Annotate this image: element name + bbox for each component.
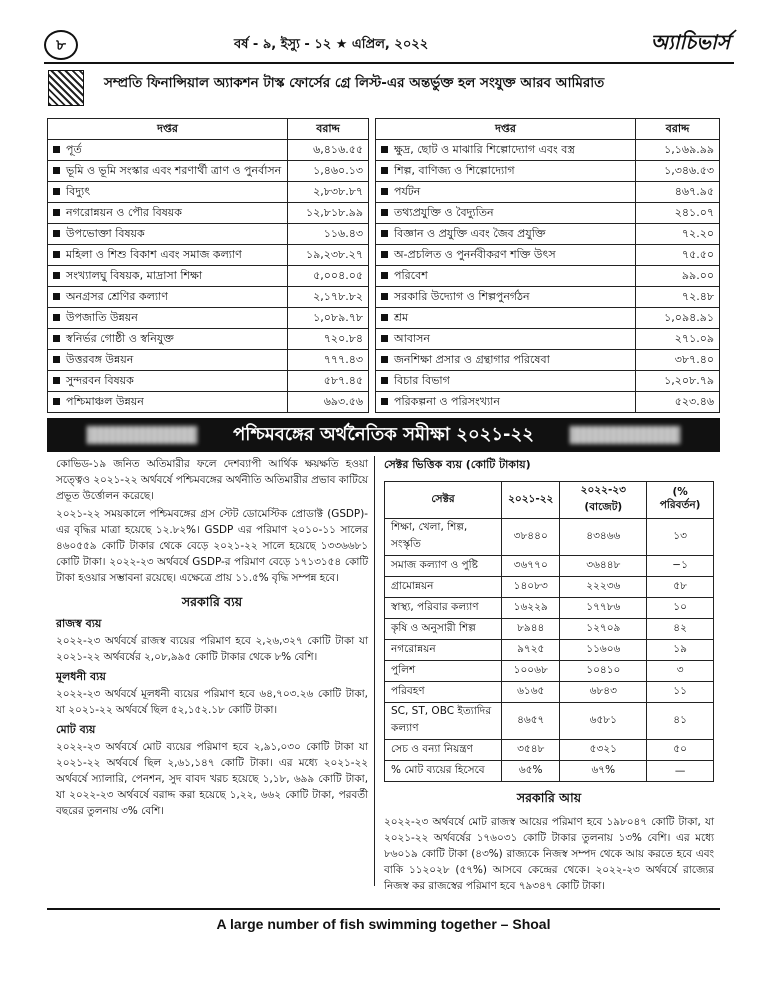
amount-cell: ৫২৩.৪৬	[636, 392, 720, 413]
col-header-2022: ২০২২-২৩ (বাজেট)	[560, 482, 647, 519]
dept-cell	[376, 182, 636, 203]
square-bullet-icon	[53, 293, 60, 300]
dept-table-left	[47, 118, 369, 413]
govt-spending-title: সরকারি ব্যয়	[181, 594, 243, 609]
table-row	[376, 287, 720, 308]
pct-change-cell: ১৯	[647, 640, 714, 661]
table-row	[376, 140, 720, 161]
dept-cell	[48, 350, 288, 371]
dept-cell	[48, 245, 288, 266]
table-row	[385, 519, 714, 556]
dept-name: শ্রম	[394, 310, 409, 324]
table-row	[385, 598, 714, 619]
square-bullet-icon	[381, 209, 388, 216]
value-2021-cell: ৩৮৪৪০	[502, 519, 560, 556]
value-2021-cell: ৩৬৭৭০	[502, 556, 560, 577]
table-row	[385, 761, 714, 782]
value-2021-cell: ৯৭২৫	[502, 640, 560, 661]
dept-cell	[48, 392, 288, 413]
footer-fact: A large number of fish swimming together – Shoal	[216, 916, 551, 932]
square-bullet-icon	[381, 335, 388, 342]
left-column	[56, 456, 368, 821]
square-bullet-icon	[53, 377, 60, 384]
table-row	[385, 556, 714, 577]
dept-name: ক্ষুদ্র, ছোট ও মাঝারি শিল্পোদ্যোগ এবং বস্ত্র	[394, 142, 575, 156]
amount-cell: ৬,৪১৬.৫৫	[288, 140, 369, 161]
value-2021-cell: ৬৫%	[502, 761, 560, 782]
sector-cell: SC, ST, OBC ইত্যাদির কল্যাণ	[385, 703, 502, 740]
table-row	[376, 350, 720, 371]
total-exp-text: ২০২২-২৩ অর্থবর্ষে মোট ব্যয়ের পরিমাণ হবে ২,৯১,০৩০ কোটি টাকা যা ২০২১-২২ অর্থবর্ষে ছিল ২,৬১,১৪৭ কোটি টাকা। এর মধ্যে ২০২১-২২ অর্থবর্ষে স্যালারি, পেনশন, সুদ বাবদ খরচ হয়েছে ১,১৮, ৬৯৯ কোটি টাকা, যা ২০২২-২৩ অর্থবর্ষে বরাদ্দ করা হয়েছে ১,২২, ৬৬২ কোটি টাকা, পরবর্তী বছরের তুলনায় ৩% বেশি।	[56, 741, 368, 817]
dept-cell	[48, 287, 288, 308]
square-bullet-icon	[381, 314, 388, 321]
square-bullet-icon	[381, 356, 388, 363]
pct-change-cell: —	[647, 761, 714, 782]
newspaper-icon	[48, 70, 84, 106]
table-row	[385, 661, 714, 682]
dept-name: বিদ্যুৎ	[66, 184, 91, 198]
sector-cell: স্বাস্থ্য, পরিবার কল্যাণ	[385, 598, 502, 619]
value-2022-cell: ৬৫৮১	[560, 703, 647, 740]
dept-name: পরিবেশ	[394, 268, 428, 282]
table-row	[376, 371, 720, 392]
sector-table	[384, 481, 714, 782]
pct-change-cell: ১১	[647, 682, 714, 703]
table-row	[385, 740, 714, 761]
square-bullet-icon	[53, 188, 60, 195]
dept-name: সরকারি উদ্যোগ ও শিল্পপুনর্গঠন	[394, 289, 530, 303]
total-exp-title: মোট ব্যয়	[56, 723, 96, 736]
square-bullet-icon	[381, 398, 388, 405]
value-2022-cell: ১২৭০৯	[560, 619, 647, 640]
pct-change-cell: ১০	[647, 598, 714, 619]
dept-cell	[376, 266, 636, 287]
table-row	[376, 329, 720, 350]
pct-change-cell: ৫৮	[647, 577, 714, 598]
dept-cell	[48, 308, 288, 329]
dept-cell	[48, 224, 288, 245]
amount-cell: ২,১৭৮.৮২	[288, 287, 369, 308]
dept-name: তথ্যপ্রযুক্তি ও বৈদ্যুতিন	[394, 205, 494, 219]
square-bullet-icon	[53, 398, 60, 405]
amount-cell: ১,০৯৪.৯১	[636, 308, 720, 329]
amount-cell: ১,৩৪৬.৫৩	[636, 161, 720, 182]
dept-name: নগরোন্নয়ন ও পৌর বিষয়ক	[66, 205, 182, 219]
table-row	[376, 182, 720, 203]
capital-exp-title: মূলধনী ব্যয়	[56, 670, 106, 683]
bottom-rule	[47, 908, 720, 910]
dept-name: ভূমি ও ভূমি সংস্কার এবং শরণার্থী ত্রাণ ও পুনর্বাসন	[66, 163, 282, 177]
value-2021-cell: ১৪০৮৩	[502, 577, 560, 598]
banner-title: পশ্চিমবঙ্গের অর্থনৈতিক সমীক্ষা ২০২১-২২	[233, 424, 534, 445]
dept-cell	[376, 392, 636, 413]
square-bullet-icon	[53, 356, 60, 363]
table-row	[385, 640, 714, 661]
dept-cell	[376, 203, 636, 224]
square-bullet-icon	[53, 167, 60, 174]
table-row	[48, 287, 369, 308]
sector-cell: গ্রামোন্নয়ন	[385, 577, 502, 598]
square-bullet-icon	[53, 209, 60, 216]
dept-cell	[376, 308, 636, 329]
col-header-dept: দপ্তর	[376, 119, 636, 140]
table-row	[385, 577, 714, 598]
table-row	[48, 140, 369, 161]
amount-cell: ৭৭৭.৪৩	[288, 350, 369, 371]
sector-cell: নগরোন্নয়ন	[385, 640, 502, 661]
dept-cell	[376, 329, 636, 350]
amount-cell: ৪৬৭.৯৫	[636, 182, 720, 203]
square-bullet-icon	[381, 251, 388, 258]
dept-name: জনশিক্ষা প্রসার ও গ্রন্থাগার পরিষেবা	[394, 352, 550, 366]
pct-change-cell: ৫০	[647, 740, 714, 761]
sector-cell: সমাজ কল্যাণ ও পুষ্টি	[385, 556, 502, 577]
amount-cell: ১,১৬৯.৯৯	[636, 140, 720, 161]
dept-name: আবাসন	[394, 331, 430, 345]
value-2021-cell: ৩৫৪৮	[502, 740, 560, 761]
amount-cell: ১,০৮৯.৭৮	[288, 308, 369, 329]
pct-change-cell: ৪১	[647, 703, 714, 740]
amount-cell: ১১৬.৪৩	[288, 224, 369, 245]
amount-cell: ১২,৮১৮.৯৯	[288, 203, 369, 224]
table-row	[385, 619, 714, 640]
column-divider	[374, 456, 375, 886]
col-header-amount: বরাদ্দ	[288, 119, 369, 140]
amount-cell: ২৪১.০৭	[636, 203, 720, 224]
sector-caption: সেক্টর ভিত্তিক ব্যয় (কোটি টাকায়)	[384, 458, 531, 471]
table-row	[376, 308, 720, 329]
value-2022-cell: ৬৮৪৩	[560, 682, 647, 703]
table-row	[48, 266, 369, 287]
redacted-mark	[87, 426, 197, 444]
value-2022-cell: ৪৩৪৬৬	[560, 519, 647, 556]
table-row	[385, 682, 714, 703]
square-bullet-icon	[381, 146, 388, 153]
square-bullet-icon	[53, 230, 60, 237]
dept-name: অ-প্রচলিত ও পুনর্নবীকরণ শক্তি উৎস	[394, 247, 556, 261]
amount-cell: ৭২.৪৮	[636, 287, 720, 308]
amount-cell: ৬৯৩.৫৬	[288, 392, 369, 413]
dept-cell	[376, 140, 636, 161]
amount-cell: ১৯,২৩৮.২৭	[288, 245, 369, 266]
dept-name: শিল্প, বাণিজ্য ও শিল্পোদ্যোগ	[394, 163, 515, 177]
top-rule	[44, 62, 734, 64]
dept-name: উপজাতি উন্নয়ন	[66, 310, 138, 324]
dept-cell	[48, 161, 288, 182]
amount-cell: ৭২.২০	[636, 224, 720, 245]
revenue-exp-title: রাজস্ব ব্যয়	[56, 617, 102, 630]
col-header-pct: (% পরিবর্তন)	[647, 482, 714, 519]
table-row	[376, 161, 720, 182]
value-2021-cell: ৮৯৪৪	[502, 619, 560, 640]
sector-cell: % মোট ব্যয়ের হিসেবে	[385, 761, 502, 782]
amount-cell: ৫,০০৪.০৫	[288, 266, 369, 287]
dept-name: পশ্চিমাঞ্চল উন্নয়ন	[66, 394, 144, 408]
dept-cell	[48, 182, 288, 203]
amount-cell: ৩৮৭.৪০	[636, 350, 720, 371]
dept-cell	[376, 161, 636, 182]
value-2022-cell: ১০৪১০	[560, 661, 647, 682]
dept-name: সুন্দরবন বিষয়ক	[66, 373, 134, 387]
square-bullet-icon	[53, 335, 60, 342]
table-row	[376, 203, 720, 224]
pct-change-cell: ৪২	[647, 619, 714, 640]
dept-cell	[376, 245, 636, 266]
amount-cell: ১,২০৮.৭৯	[636, 371, 720, 392]
dept-name: পর্যটন	[394, 184, 421, 198]
sector-cell: কৃষি ও অনুসারী শিল্প	[385, 619, 502, 640]
page-header	[44, 28, 734, 62]
value-2021-cell: ৬১৬৫	[502, 682, 560, 703]
pct-change-cell: ১৩	[647, 519, 714, 556]
square-bullet-icon	[53, 314, 60, 321]
dept-name: উত্তরবঙ্গ উন্নয়ন	[66, 352, 134, 366]
dept-cell	[376, 371, 636, 392]
table-row	[385, 703, 714, 740]
dept-name: বিচার বিভাগ	[394, 373, 450, 387]
table-row	[48, 329, 369, 350]
pct-change-cell: ৩	[647, 661, 714, 682]
square-bullet-icon	[381, 293, 388, 300]
dept-cell	[48, 371, 288, 392]
intro-paragraph: কোভিড-১৯ জনিত অতিমারীর ফলে দেশব্যাপী আর্থিক ক্ষয়ক্ষতি হওয়া সত্ত্বেও ২০২১-২২ অর্থবর্ষে পশ্চিমবঙ্গের অর্থনীতি অতিমারীর প্রভাব কাটিয়ে প্রভূত উর্ত্তোলন করেছে।	[56, 458, 368, 502]
dept-cell	[376, 350, 636, 371]
sector-cell: সেচ ও বন্যা নিয়ন্ত্রণ	[385, 740, 502, 761]
table-row	[48, 371, 369, 392]
redacted-mark	[570, 426, 680, 444]
pct-change-cell: −১	[647, 556, 714, 577]
revenue-exp-text: ২০২২-২৩ অর্থবর্ষে রাজস্ব ব্যয়ের পরিমাণ হবে ২,২৬,৩২৭ কোটি টাকা যা ২০২১-২২ অর্থবর্ষের ২,০৮,৯৯৫ কোটি টাকার থেকে ৮% বেশি।	[56, 635, 368, 663]
square-bullet-icon	[381, 167, 388, 174]
amount-cell: ২,৮৩৮.৮৭	[288, 182, 369, 203]
value-2022-cell: ৬৭%	[560, 761, 647, 782]
table-row	[48, 308, 369, 329]
sector-cell: শিক্ষা, খেলা, শিল্প, সংস্কৃতি	[385, 519, 502, 556]
dept-name: উপভোক্তা বিষয়ক	[66, 226, 145, 240]
value-2022-cell: ৩৬৪৪৮	[560, 556, 647, 577]
dept-cell	[48, 329, 288, 350]
govt-revenue-title: সরকারি আয়	[516, 790, 582, 805]
headline: সম্প্রতি ফিনান্সিয়াল অ্যাকশন টাস্ক ফোর্সের গ্রে লিস্ট-এর অন্তর্ভুক্ত হল সংযুক্ত আরব আমিরাত	[104, 75, 605, 91]
square-bullet-icon	[381, 188, 388, 195]
square-bullet-icon	[53, 272, 60, 279]
brand-logo: অ্যাচিভার্স	[650, 30, 730, 54]
dept-table-right	[375, 118, 720, 413]
dept-name: মহিলা ও শিশু বিকাশ এবং সমাজ কল্যাণ	[66, 247, 242, 261]
value-2022-cell: ৫৩২১	[560, 740, 647, 761]
section-banner	[47, 418, 720, 452]
dept-cell	[48, 203, 288, 224]
col-header-sector: সেক্টর	[385, 482, 502, 519]
table-row	[48, 350, 369, 371]
table-row	[48, 161, 369, 182]
dept-name: স্বনির্ভর গোষ্ঠী ও স্বনিযুক্ত	[66, 331, 174, 345]
amount-cell: ৯৯.০০	[636, 266, 720, 287]
sector-cell: পরিবহণ	[385, 682, 502, 703]
table-row	[376, 224, 720, 245]
dept-cell	[48, 266, 288, 287]
square-bullet-icon	[381, 230, 388, 237]
amount-cell: ২৭১.০৯	[636, 329, 720, 350]
table-row	[376, 266, 720, 287]
value-2021-cell: ৪৬৫৭	[502, 703, 560, 740]
table-row	[48, 224, 369, 245]
value-2022-cell: ১৭৭৮৬	[560, 598, 647, 619]
dept-name: অনগ্রসর শ্রেণির কল্যাণ	[66, 289, 168, 303]
capital-exp-text: ২০২২-২৩ অর্থবর্ষে মূলধনী ব্যয়ের পরিমাণ হবে ৬৪,৭০৩.২৬ কোটি টাকা, যা ২০২১-২২ অর্থবর্ষে ছিল ৫২,১৫২.১৮ কোটি টাকা।	[56, 688, 368, 716]
table-row	[376, 392, 720, 413]
table-row	[48, 203, 369, 224]
issue-info: বর্ষ - ৯, ইস্যু - ১২ ★ এপ্রিল, ২০২২	[234, 37, 429, 52]
sector-cell: পুলিশ	[385, 661, 502, 682]
value-2021-cell: ১৬২২৯	[502, 598, 560, 619]
square-bullet-icon	[381, 272, 388, 279]
dept-name: সংখ্যালঘু বিষয়ক, মাদ্রাসা শিক্ষা	[66, 268, 203, 282]
square-bullet-icon	[53, 146, 60, 153]
amount-cell: ১,৪৬০.১৩	[288, 161, 369, 182]
dept-name: পূর্ত	[66, 142, 82, 156]
table-row	[48, 182, 369, 203]
dept-cell	[48, 140, 288, 161]
col-header-dept: দপ্তর	[48, 119, 288, 140]
dept-cell	[376, 224, 636, 245]
square-bullet-icon	[53, 251, 60, 258]
amount-cell: ৭৫.৫০	[636, 245, 720, 266]
table-row	[48, 245, 369, 266]
table-row	[48, 392, 369, 413]
dept-cell	[376, 287, 636, 308]
square-bullet-icon	[381, 377, 388, 384]
amount-cell: ৫৮৭.৪৫	[288, 371, 369, 392]
col-header-2021: ২০২১-২২	[502, 482, 560, 519]
value-2022-cell: ২২২৩৬	[560, 577, 647, 598]
amount-cell: ৭২০.৮৪	[288, 329, 369, 350]
gsdp-paragraph: ২০২১-২২ সময়কালে পশ্চিমবঙ্গের গ্রস স্টেট ডোমেস্টিক প্রোডাক্ট (GSDP)-এর বৃদ্ধির মাত্রা হয়েছে ১২.৮২%। GSDP এর পরিমাণ ২০১০-১১ সালের ৪৬০৫৫৯ কোটি টাকার থেকে বেড়ে ২০২১-২২ সালে হয়েছে ১৩৩৬৬৮১ কোটি টাকা। ২০২২-২৩ অর্থবর্ষে GSDP-র পরিমাণ বেড়ে ১৭১৩১৫৪ কোটি টাকা হওয়ার সম্ভাবনা রয়েছে। এক্ষেত্রে প্রায় ১১.৫% বৃদ্ধি সম্পন্ন হবে।	[56, 508, 368, 584]
govt-revenue-text: ২০২২-২৩ অর্থবর্ষে মোট রাজস্ব আয়ের পরিমাণ হবে ১৯৮০৪৭ কোটি টাকা, যা ২০২১-২২ অর্থবর্ষের ১৭৬০৩১ কোটি টাকার তুলনায় ১৩% বেশি। এর মধ্যে ৮৬০১৯ কোটি টাকা (৪৩%) রাজ্যকে নিজস্ব সম্পদ থেকে আয় করতে হবে এবং বাকি ১১২০২৮ (৫৭%) আসবে কেন্দ্রের থেকে। ২০২২-২৩ অর্থবর্ষে রাজ্যের নিজস্ব কর রাজস্বের পরিমাণ হবে ৭৯৩৪৭ কোটি টাকা।	[384, 816, 714, 892]
dept-name: পরিকল্পনা ও পরিসংখ্যান	[394, 394, 500, 408]
right-column	[384, 456, 714, 894]
col-header-amount: বরাদ্দ	[636, 119, 720, 140]
value-2021-cell: ১০০৬৮	[502, 661, 560, 682]
dept-name: বিজ্ঞান ও প্রযুক্তি এবং জৈব প্রযুক্তি	[394, 226, 546, 240]
page-number: ৮	[44, 30, 78, 60]
value-2022-cell: ১১৬০৬	[560, 640, 647, 661]
table-row	[376, 245, 720, 266]
